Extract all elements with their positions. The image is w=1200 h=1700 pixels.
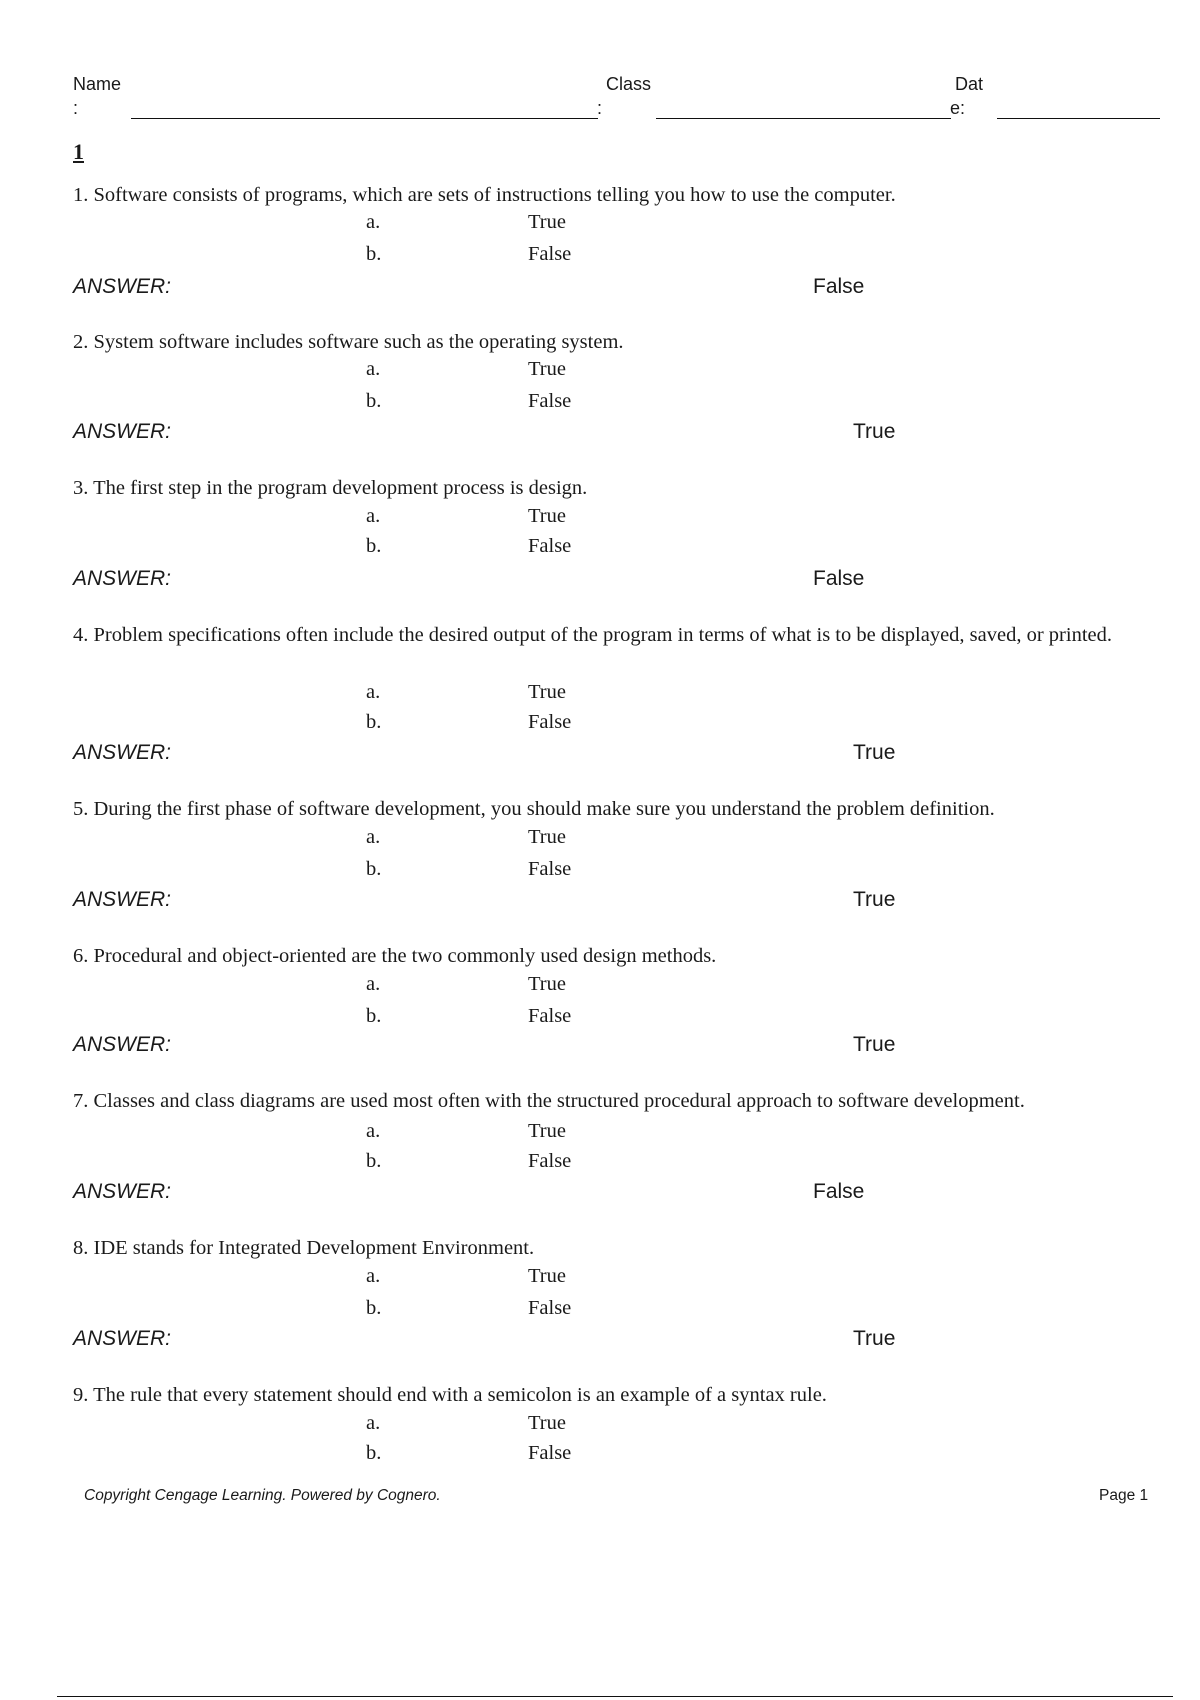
option-a-text: True [528,826,566,848]
name-input-line[interactable] [131,118,598,119]
option-b-letter: b. [366,858,382,880]
class-input-line[interactable] [656,118,951,119]
option-a-text: True [528,1265,566,1287]
section-number: 1 [73,139,84,164]
answer-label: ANSWER: [73,567,172,590]
question-3: 3. The first step in the program development process is design. [73,477,588,499]
option-b-letter: b. [366,1150,382,1172]
option-b-text: False [528,858,572,880]
option-b-text: False [528,535,572,557]
option-b-text: False [528,390,572,412]
answer-label: ANSWER: [73,1033,172,1056]
question-4: 4. Problem specifications often include the desired output of the program in terms of what is to be displayed, saved, or printed. [73,624,1112,646]
page-number: Page 1 [1099,1487,1149,1504]
answer-label: ANSWER: [73,741,172,764]
option-b-letter: b. [366,711,382,733]
answer-value: False [813,567,865,590]
option-a-letter: a. [366,1120,381,1142]
option-b-text: False [528,711,572,733]
option-a-letter: a. [366,358,381,380]
option-a-letter: a. [366,1265,381,1287]
option-a-letter: a. [366,211,381,233]
date-input-line[interactable] [997,118,1160,119]
question-7: 7. Classes and class diagrams are used most often with the structured procedural approach to software development. [73,1090,1025,1112]
question-2: 2. System software includes software such as the operating system. [73,331,624,353]
answer-label: ANSWER: [73,1180,172,1203]
answer-label: ANSWER: [73,275,172,298]
name-label-colon: : [73,98,79,118]
answer-label: ANSWER: [73,1327,172,1350]
question-1: 1. Software consists of programs, which are sets of instructions telling you how to use the computer. [73,184,896,206]
option-a-text: True [528,681,566,703]
option-a-letter: a. [366,1412,381,1434]
option-a-letter: a. [366,826,381,848]
option-a-text: True [528,358,566,380]
option-b-letter: b. [366,243,382,265]
option-b-letter: b. [366,390,382,412]
date-label: Dat [955,74,984,94]
page-bottom-divider [57,1696,1173,1697]
option-a-text: True [528,211,566,233]
option-a-text: True [528,505,566,527]
question-8: 8. IDE stands for Integrated Development Environment. [73,1237,535,1259]
class-label-colon: : [597,98,603,118]
option-b-letter: b. [366,1442,382,1464]
option-b-letter: b. [366,1297,382,1319]
option-b-letter: b. [366,535,382,557]
option-a-text: True [528,1120,566,1142]
question-9: 9. The rule that every statement should end with a semicolon is an example of a syntax rule. [73,1384,827,1406]
question-6: 6. Procedural and object-oriented are the two commonly used design methods. [73,945,717,967]
option-b-letter: b. [366,1005,382,1027]
option-b-text: False [528,1150,572,1172]
option-b-text: False [528,243,572,265]
option-a-text: True [528,973,566,995]
question-5: 5. During the first phase of software development, you should make sure you understand the problem definition. [73,798,995,820]
answer-value: True [853,420,896,443]
answer-value: True [853,741,896,764]
option-a-text: True [528,1412,566,1434]
answer-value: True [853,1033,896,1056]
option-a-letter: a. [366,681,381,703]
answer-value: False [813,1180,865,1203]
answer-label: ANSWER: [73,888,172,911]
answer-value: True [853,888,896,911]
answer-value: False [813,275,865,298]
date-label-colon: e: [950,98,966,118]
option-b-text: False [528,1442,572,1464]
option-b-text: False [528,1297,572,1319]
copyright-notice: Copyright Cengage Learning. Powered by Cognero. [84,1487,441,1504]
option-a-letter: a. [366,505,381,527]
option-b-text: False [528,1005,572,1027]
answer-label: ANSWER: [73,420,172,443]
option-a-letter: a. [366,973,381,995]
answer-value: True [853,1327,896,1350]
name-label: Name [73,74,122,94]
class-label: Class [606,74,652,94]
